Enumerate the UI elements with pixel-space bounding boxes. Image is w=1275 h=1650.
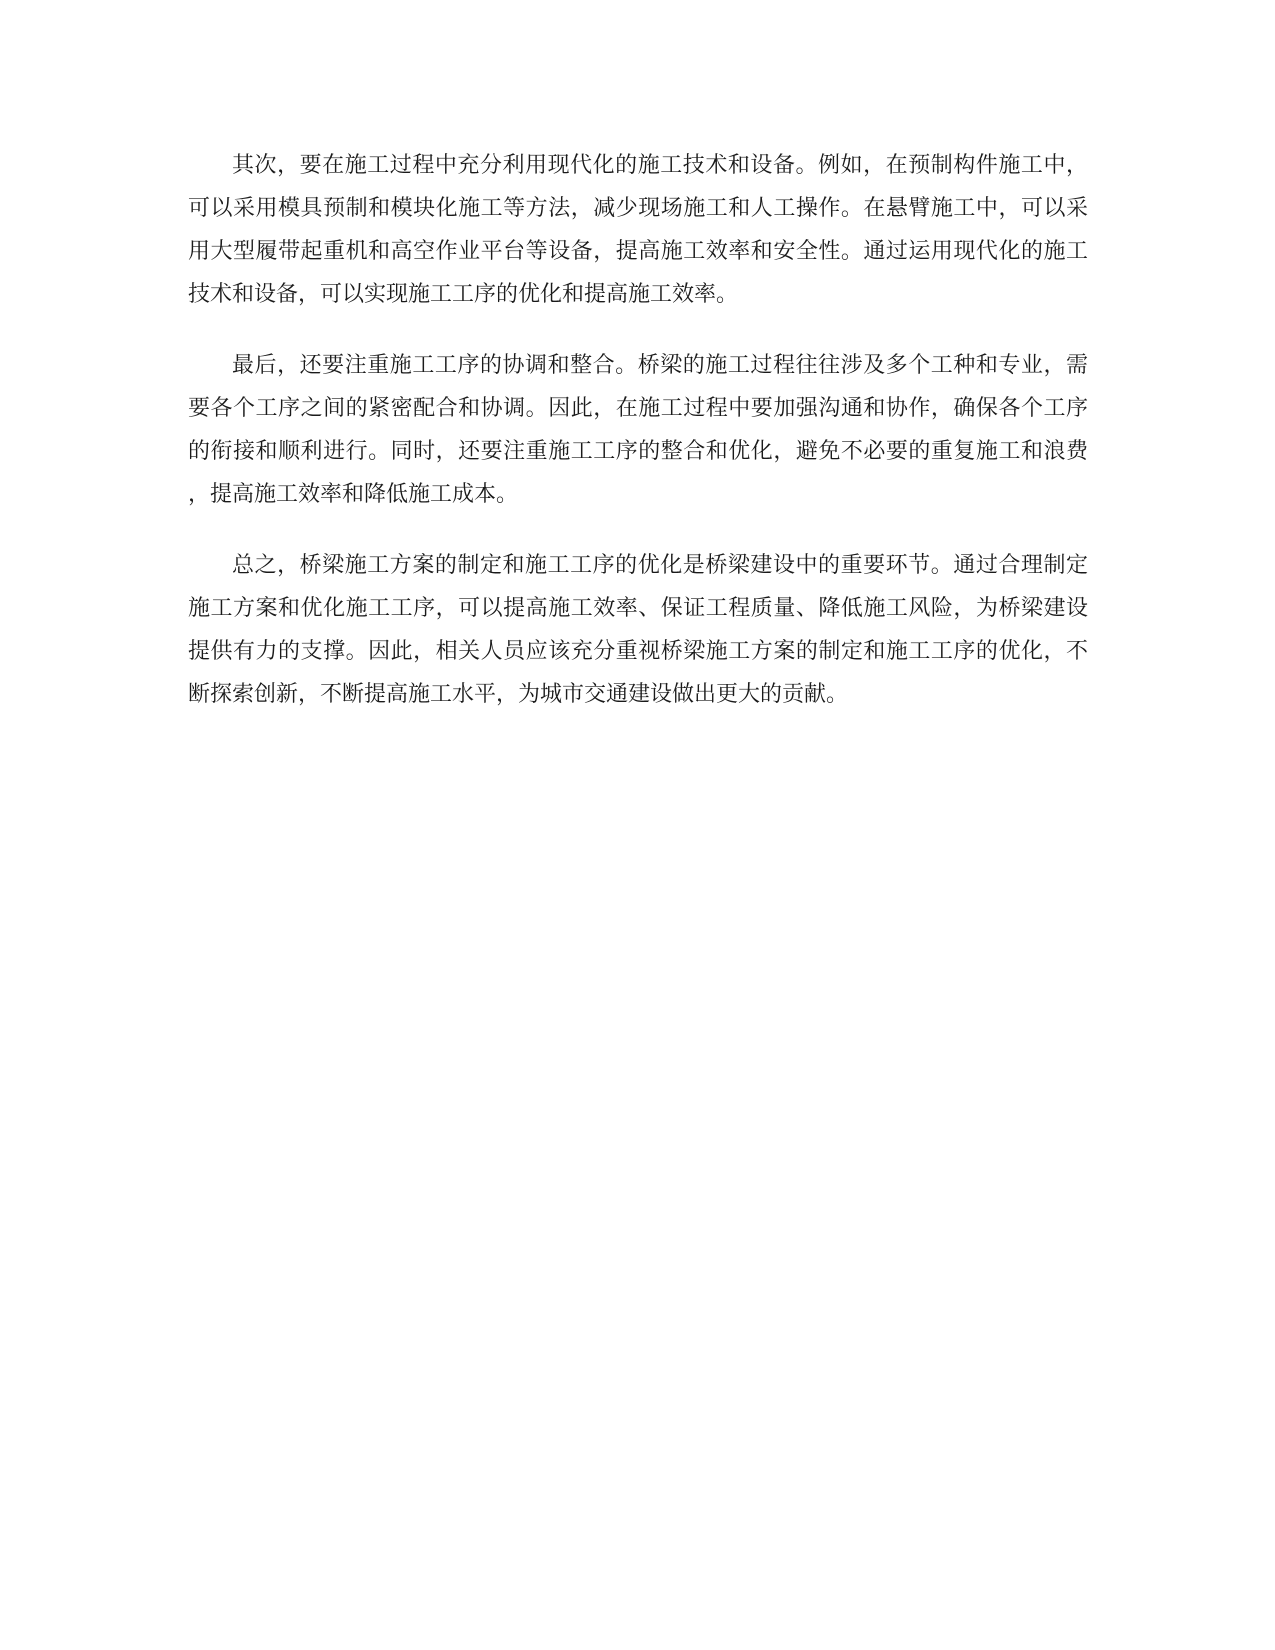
paragraph-modern-techniques: 其次，要在施工过程中充分利用现代化的施工技术和设备。例如，在预制构件施工中，可以采用模具预制和模块化施工等方法，减少现场施工和人工操作。在悬臂施工中，可以采用大型履带起重机和高空作业平台等设备，提高施工效率和安全性。通过运用现代化的施工技术和设备，可以实现施工工序的优化和提高施工效率。 — [188, 153, 1088, 307]
paragraph-coordination: 最后，还要注重施工工序的协调和整合。桥梁的施工过程往往涉及多个工种和专业，需要各个工序之间的紧密配合和协调。因此，在施工过程中要加强沟通和协作，确保各个工序的衔接和顺利进行。同时，还要注重施工工序的整合和优化，避免不必要的重复施工和浪费，提高施工效率和降低施工成本。 — [188, 353, 1088, 507]
document-body — [188, 144, 1088, 744]
paragraph-conclusion: 总之，桥梁施工方案的制定和施工工序的优化是桥梁建设中的重要环节。通过合理制定施工方案和优化施工工序，可以提高施工效率、保证工程质量、降低施工风险，为桥梁建设提供有力的支撑。因此，相关人员应该充分重视桥梁施工方案的制定和施工工序的优化，不断探索创新，不断提高施工水平，为城市交通建设做出更大的贡献。 — [188, 553, 1088, 707]
